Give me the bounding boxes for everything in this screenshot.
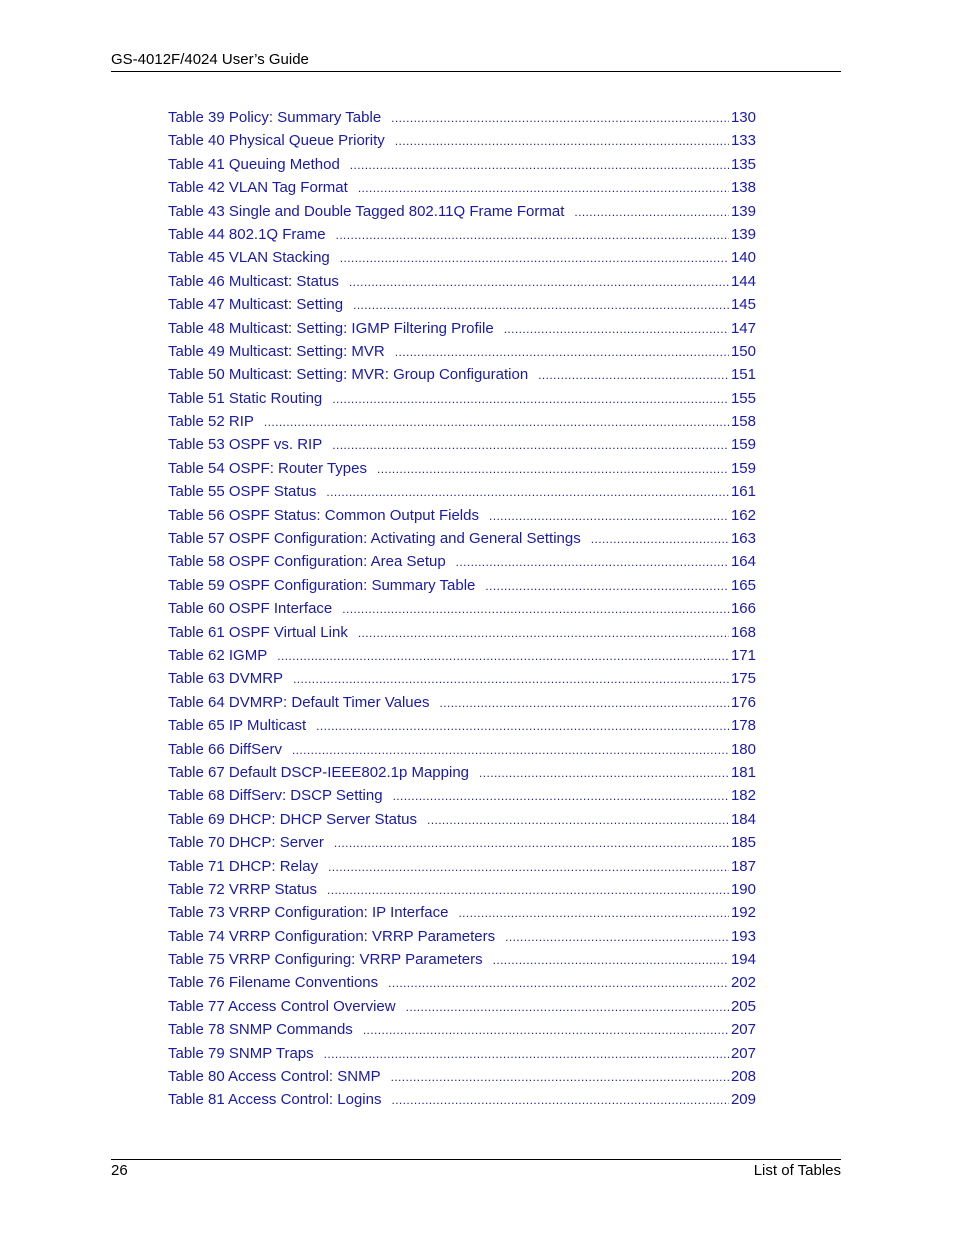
dot-leader [504,318,729,341]
toc-entry[interactable] [168,200,756,223]
toc-entry[interactable] [168,948,756,971]
toc-entry-label: Table 77 Access Control Overview [168,997,396,1015]
toc-entry-label: Table 70 DHCP: Server [168,834,324,852]
toc-entry[interactable] [168,504,756,527]
dot-leader [456,551,729,574]
dot-leader [328,856,729,879]
toc-entry-label: Table 68 DiffServ: DSCP Setting [168,787,383,805]
toc-entry-label: Table 56 OSPF Status: Common Output Fields [168,506,479,524]
footer-page-number: 26 [111,1162,128,1179]
dot-leader [332,434,729,457]
toc-entry-page-number: 207 [730,1044,756,1062]
toc-entry-page-number: 140 [730,249,756,267]
toc-entry-page-number: 168 [730,623,756,641]
toc-entry-label: Table 46 Multicast: Status [168,272,339,290]
dot-leader [395,130,729,153]
toc-entry-label: Table 51 Static Routing [168,389,323,407]
toc-entry-label: Table 64 DVMRP: Default Timer Values [168,693,430,711]
toc-entry-label: Table 80 Access Control: SNMP [168,1068,381,1086]
dot-leader [395,341,729,364]
toc-entry-label: Table 45 VLAN Stacking [168,249,330,267]
toc-entry[interactable] [168,246,756,269]
toc-entry[interactable] [168,527,756,550]
dot-leader [334,832,729,855]
toc-entry-page-number: 147 [730,319,756,337]
toc-entry-page-number: 207 [730,1021,756,1039]
dot-leader [277,645,729,668]
toc-entry-page-number: 161 [730,483,756,501]
dot-leader [505,926,729,949]
toc-entry-page-number: 208 [730,1068,756,1086]
toc-entry-label: Table 63 DVMRP [168,670,284,688]
toc-entry-label: Table 69 DHCP: DHCP Server Status [168,810,417,828]
page-header-title: GS-4012F/4024 User’s Guide [111,51,309,68]
toc-entry[interactable] [168,971,756,994]
dot-leader [332,388,729,411]
dot-leader [458,902,729,925]
toc-entry-label: Table 71 DHCP: Relay [168,857,319,875]
toc-entry-label: Table 48 Multicast: Setting: IGMP Filtering Profile [168,319,494,337]
toc-entry[interactable] [168,831,756,854]
dot-leader [327,879,729,902]
dot-leader [353,294,729,317]
toc-entry-label: Table 43 Single and Double Tagged 802.11Q Frame Format [168,202,565,220]
toc-entry-label: Table 58 OSPF Configuration: Area Setup [168,553,446,571]
toc-entry-label: Table 78 SNMP Commands [168,1021,353,1039]
toc-entry-page-number: 144 [730,272,756,290]
dot-leader [336,224,729,247]
toc-entry[interactable] [168,667,756,690]
toc-entry[interactable] [168,738,756,761]
toc-entry-page-number: 139 [730,225,756,243]
list-of-tables [168,106,756,1112]
toc-entry-label: Table 73 VRRP Configuration: IP Interface [168,904,449,922]
toc-entry-page-number: 163 [730,530,756,548]
dot-leader [406,996,729,1019]
dot-leader [489,505,729,528]
toc-entry[interactable] [168,714,756,737]
dot-leader [264,411,729,434]
toc-entry-label: Table 66 DiffServ [168,740,282,758]
dot-leader [591,528,729,551]
dot-leader [340,247,729,270]
toc-entry-page-number: 190 [730,880,756,898]
toc-entry[interactable] [168,176,756,199]
toc-entry[interactable] [168,901,756,924]
toc-entry-page-number: 192 [730,904,756,922]
toc-entry[interactable] [168,1018,756,1041]
toc-entry-label: Table 50 Multicast: Setting: MVR: Group Configuration [168,366,529,384]
toc-entry[interactable] [168,855,756,878]
dot-leader [493,949,729,972]
toc-entry[interactable] [168,925,756,948]
dot-leader [358,177,729,200]
toc-entry[interactable] [168,784,756,807]
toc-entry-page-number: 202 [730,974,756,992]
footer-divider [111,1159,841,1160]
dot-leader [316,715,729,738]
dot-leader [363,1019,729,1042]
toc-entry-page-number: 150 [730,342,756,360]
toc-entry-page-number: 130 [730,109,756,126]
dot-leader [326,481,729,504]
toc-entry-page-number: 164 [730,553,756,571]
toc-entry[interactable] [168,1065,756,1088]
toc-entry[interactable] [168,1088,756,1111]
toc-entry-label: Table 81 Access Control: Logins [168,1091,382,1109]
toc-entry-label: Table 54 OSPF: Router Types [168,459,367,477]
toc-entry-label: Table 53 OSPF vs. RIP [168,436,323,454]
toc-entry[interactable] [168,480,756,503]
toc-entry[interactable] [168,317,756,340]
dot-leader [538,364,729,387]
toc-entry[interactable] [168,153,756,176]
dot-leader [440,692,729,715]
toc-entry-page-number: 193 [730,927,756,945]
dot-leader [377,458,729,481]
dot-leader [391,1066,729,1089]
toc-entry[interactable] [168,574,756,597]
dot-leader [574,201,729,224]
toc-entry[interactable] [168,995,756,1018]
toc-entry-page-number: 185 [730,834,756,852]
toc-entry[interactable] [168,691,756,714]
toc-entry[interactable] [168,223,756,246]
header-divider [111,71,841,72]
toc-entry-page-number: 159 [730,436,756,454]
toc-entry-label: Table 79 SNMP Traps [168,1044,314,1062]
toc-entry-label: Table 67 Default DSCP-IEEE802.1p Mapping [168,763,470,781]
dot-leader [479,762,729,785]
toc-entry[interactable] [168,363,756,386]
toc-entry-label: Table 39 Policy: Summary Table [168,109,382,126]
toc-entry[interactable] [168,878,756,901]
toc-entry[interactable] [168,550,756,573]
toc-entry[interactable] [168,129,756,152]
toc-entry-label: Table 76 Filename Conventions [168,974,379,992]
toc-entry-label: Table 74 VRRP Configuration: VRRP Parameters [168,927,496,945]
toc-entry-label: Table 72 VRRP Status [168,880,317,898]
toc-entry-page-number: 159 [730,459,756,477]
toc-entry-label: Table 61 OSPF Virtual Link [168,623,348,641]
toc-entry[interactable] [168,644,756,667]
dot-leader [358,622,729,645]
toc-entry[interactable] [168,387,756,410]
toc-entry-page-number: 209 [730,1091,756,1109]
toc-entry-label: Table 44 802.1Q Frame [168,225,326,243]
toc-entry-page-number: 178 [730,717,756,735]
toc-entry-label: Table 55 OSPF Status [168,483,317,501]
toc-entry-label: Table 42 VLAN Tag Format [168,179,348,197]
toc-entry-page-number: 171 [730,646,756,664]
toc-entry[interactable] [168,1042,756,1065]
toc-entry[interactable] [168,270,756,293]
toc-entry-label: Table 41 Queuing Method [168,155,340,173]
dot-leader [391,107,729,130]
toc-entry-page-number: 165 [730,576,756,594]
toc-entry-label: Table 52 RIP [168,413,254,431]
toc-entry[interactable] [168,597,756,620]
toc-entry-label: Table 57 OSPF Configuration: Activating and General Settings [168,530,581,548]
toc-entry-page-number: 181 [730,763,756,781]
toc-entry-page-number: 176 [730,693,756,711]
toc-entry-page-number: 187 [730,857,756,875]
toc-entry-page-number: 205 [730,997,756,1015]
toc-entry[interactable] [168,410,756,433]
dot-leader [342,598,729,621]
toc-entry-page-number: 175 [730,670,756,688]
toc-entry-label: Table 47 Multicast: Setting [168,296,344,314]
dot-leader [427,809,729,832]
footer-section-title: List of Tables [753,1162,841,1179]
toc-entry-page-number: 162 [730,506,756,524]
toc-entry-page-number: 182 [730,787,756,805]
toc-entry-page-number: 180 [730,740,756,758]
toc-entry[interactable] [168,106,756,129]
toc-entry-page-number: 151 [730,366,756,384]
toc-entry-label: Table 40 Physical Queue Priority [168,132,385,150]
toc-entry-page-number: 166 [730,600,756,618]
dot-leader [388,972,729,995]
toc-entry[interactable] [168,457,756,480]
toc-entry-label: Table 75 VRRP Configuring: VRRP Parameters [168,951,483,969]
toc-entry-label: Table 62 IGMP [168,646,268,664]
dot-leader [485,575,729,598]
dot-leader [292,739,729,762]
toc-entry-page-number: 155 [730,389,756,407]
toc-entry-page-number: 139 [730,202,756,220]
toc-entry[interactable] [168,808,756,831]
toc-entry-page-number: 145 [730,296,756,314]
toc-entry-page-number: 133 [730,132,756,150]
dot-leader [349,271,729,294]
toc-entry[interactable] [168,340,756,363]
dot-leader [350,154,729,177]
toc-entry[interactable] [168,293,756,316]
toc-entry[interactable] [168,621,756,644]
toc-entry[interactable] [168,761,756,784]
toc-entry-label: Table 60 OSPF Interface [168,600,333,618]
toc-entry-label: Table 49 Multicast: Setting: MVR [168,342,385,360]
dot-leader [293,668,729,691]
toc-entry-page-number: 135 [730,155,756,173]
toc-entry-label: Table 65 IP Multicast [168,717,307,735]
dot-leader [324,1043,729,1066]
toc-entry-label: Table 59 OSPF Configuration: Summary Table [168,576,476,594]
toc-entry-page-number: 184 [730,810,756,828]
toc-entry[interactable] [168,433,756,456]
dot-leader [391,1089,729,1112]
toc-entry-page-number: 194 [730,951,756,969]
toc-entry-page-number: 158 [730,413,756,431]
dot-leader [393,785,729,808]
toc-entry-page-number: 138 [730,179,756,197]
